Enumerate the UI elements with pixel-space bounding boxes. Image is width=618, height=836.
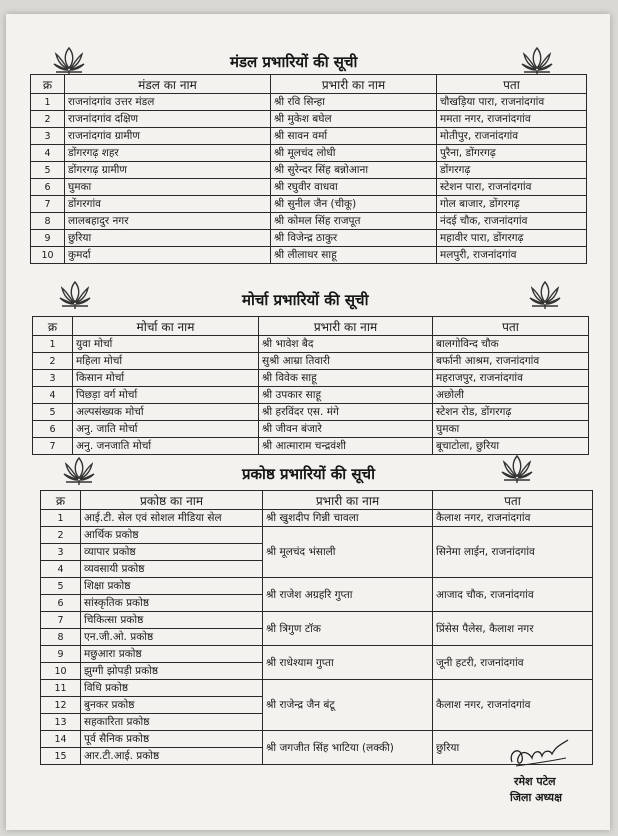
name-cell: एन.जी.ओ. प्रकोष्ठ [81,629,263,646]
incharge-cell: श्री विजेन्द्र ठाकुर [271,230,437,247]
name-cell: बुनकर प्रकोष्ठ [81,697,263,714]
table-row [33,370,589,387]
serial-cell: 1 [31,94,65,111]
serial-cell: 5 [41,578,81,595]
serial-cell: 9 [31,230,65,247]
address-cell: नंदई चौक, राजनांदगांव [437,213,587,230]
name-cell: महिला मोर्चा [73,353,259,370]
address-cell: बालगोविन्द चौक [433,336,589,353]
table-row [31,196,587,213]
serial-cell: 14 [41,731,81,748]
name-cell: डोंगरगढ़ ग्रामीण [65,162,271,179]
column-header-address: पता [433,491,593,510]
serial-cell: 2 [31,111,65,128]
serial-cell: 4 [33,387,73,404]
serial-cell: 5 [33,404,73,421]
column-header-incharge: प्रभारी का नाम [263,491,433,510]
address-cell: स्टेशन रोड, डोंगरगढ़ [433,404,589,421]
serial-cell: 3 [31,128,65,145]
column-header-address: पता [437,75,587,94]
address-cell: अछोली [433,387,589,404]
name-cell: चिकित्सा प्रकोष्ठ [81,612,263,629]
address-cell: सिनेमा लाईन, राजनांदगांव [433,527,593,578]
serial-cell: 2 [41,527,81,544]
serial-cell: 13 [41,714,81,731]
incharge-cell: श्री हरविंदर एस. मंगे [259,404,433,421]
name-cell: सहकारिता प्रकोष्ठ [81,714,263,731]
address-cell: मलपुरी, राजनांदगांव [437,247,587,264]
name-cell: युवा मोर्चा [73,336,259,353]
mandal-title: मंडल प्रभारियों की सूची [230,53,358,71]
table-row [41,527,593,544]
serial-cell: 6 [33,421,73,438]
serial-cell: 5 [31,162,65,179]
table-row [33,438,589,455]
address-cell: आजाद चौक, राजनांदगांव [433,578,593,612]
name-cell: आर्थिक प्रकोष्ठ [81,527,263,544]
column-header-incharge: प्रभारी का नाम [271,75,437,94]
name-cell: लालबहादुर नगर [65,213,271,230]
incharge-cell: श्री सावन वर्मा [271,128,437,145]
lotus-logo-icon [500,454,534,484]
address-cell: पुरैना, डोंगरगढ़ [437,145,587,162]
serial-cell: 12 [41,697,81,714]
address-cell: कैलाश नगर, राजनांदगांव [433,510,593,527]
name-cell: मछुआरा प्रकोष्ठ [81,646,263,663]
morcha-title: मोर्चा प्रभारियों की सूची [242,291,369,309]
document-page [6,14,610,830]
table-row [31,111,587,128]
name-cell: राजनांदगांव दक्षिण [65,111,271,128]
name-cell: राजनांदगांव उत्तर मंडल [65,94,271,111]
column-header-name: मंडल का नाम [65,75,271,94]
serial-cell: 1 [41,510,81,527]
table-row [33,353,589,370]
address-cell: छुरिया [433,731,593,765]
column-header-address: पता [433,317,589,336]
serial-cell: 3 [41,544,81,561]
name-cell: शिक्षा प्रकोष्ठ [81,578,263,595]
incharge-cell: श्री सुनील जैन (चीकू) [271,196,437,213]
name-cell: आई.टी. सेल एवं सोशल मीडिया सेल [81,510,263,527]
name-cell: अल्पसंख्यक मोर्चा [73,404,259,421]
serial-cell: 9 [41,646,81,663]
address-cell: डोंगरगढ़ [437,162,587,179]
name-cell: विधि प्रकोष्ठ [81,680,263,697]
address-cell: महराजपुर, राजनांदगांव [433,370,589,387]
name-cell: राजनांदगांव ग्रामीण [65,128,271,145]
table-row [33,387,589,404]
incharge-cell: श्री त्रिगुण टॉक [263,612,433,646]
lotus-logo-icon [62,456,96,486]
signatory-name: रमेश पटेल [514,775,556,788]
name-cell: घुमका [65,179,271,196]
incharge-cell: श्री विवेक साहू [259,370,433,387]
table-row [31,94,587,111]
signature-mark [506,736,576,770]
incharge-cell: श्री आत्माराम चन्द्रवंशी [259,438,433,455]
address-cell: ममता नगर, राजनांदगांव [437,111,587,128]
name-cell: पिछड़ा वर्ग मोर्चा [73,387,259,404]
table-row [31,179,587,196]
name-cell: सांस्कृतिक प्रकोष्ठ [81,595,263,612]
column-header-serial: क्र [31,75,65,94]
incharge-cell: श्री मूलचंद लोधी [271,145,437,162]
name-cell: पूर्व सैनिक प्रकोष्ठ [81,731,263,748]
serial-cell: 10 [41,663,81,680]
name-cell: किसान मोर्चा [73,370,259,387]
incharge-cell: सुश्री आम्रा तिवारी [259,353,433,370]
incharge-cell: श्री रघुवीर वाधवा [271,179,437,196]
lotus-logo-icon [528,280,562,310]
table-row [33,421,589,438]
address-cell: बूचाटोला, छुरिया [433,438,589,455]
name-cell: छुरिया [65,230,271,247]
address-cell: घुमका [433,421,589,438]
serial-cell: 6 [31,179,65,196]
table-row [31,230,587,247]
serial-cell: 7 [41,612,81,629]
serial-cell: 3 [33,370,73,387]
lotus-logo-icon [52,46,86,76]
serial-cell: 7 [31,196,65,213]
prakoshth-title: प्रकोष्ठ प्रभारियों की सूची [242,465,375,483]
incharge-cell: श्री राजेन्द्र जैन बंटू [263,680,433,731]
table-row [31,128,587,145]
column-header-serial: क्र [41,491,81,510]
table-row [31,145,587,162]
prakoshth-table [40,490,593,765]
table-row [41,612,593,629]
serial-cell: 1 [33,336,73,353]
morcha-table [32,316,589,455]
incharge-cell: श्री उपकार साहू [259,387,433,404]
name-cell: झुग्गी झोपड़ी प्रकोष्ठ [81,663,263,680]
address-cell: महावीर पारा, डोंगरगढ़ [437,230,587,247]
serial-cell: 8 [41,629,81,646]
name-cell: व्यवसायी प्रकोष्ठ [81,561,263,578]
incharge-cell: श्री राधेश्याम गुप्ता [263,646,433,680]
serial-cell: 10 [31,247,65,264]
name-cell: व्यापार प्रकोष्ठ [81,544,263,561]
address-cell: प्रिंसेस पैलेस, कैलाश नगर [433,612,593,646]
signatory-title: जिला अध्यक्ष [510,791,562,804]
name-cell: अनु. जनजाति मोर्चा [73,438,259,455]
serial-cell: 7 [33,438,73,455]
table-row [31,162,587,179]
incharge-cell: श्री लीलाधर साहू [271,247,437,264]
serial-cell: 6 [41,595,81,612]
address-cell: बर्फानी आश्रम, राजनांदगांव [433,353,589,370]
table-row [33,336,589,353]
table-row [41,510,593,527]
incharge-cell: श्री जीवन बंजारे [259,421,433,438]
table-row [31,213,587,230]
address-cell: गोल बाजार, डोंगरगढ़ [437,196,587,213]
address-cell: मोतीपुर, राजनांदगांव [437,128,587,145]
incharge-cell: श्री राजेश अग्रहरि गुप्ता [263,578,433,612]
name-cell: डोंगरगढ़ शहर [65,145,271,162]
serial-cell: 2 [33,353,73,370]
column-header-incharge: प्रभारी का नाम [259,317,433,336]
incharge-cell: श्री भावेश बैद [259,336,433,353]
table-row [33,404,589,421]
column-header-name: मोर्चा का नाम [73,317,259,336]
serial-cell: 11 [41,680,81,697]
column-header-name: प्रकोष्ठ का नाम [81,491,263,510]
incharge-cell: श्री मूलचंद भंसाली [263,527,433,578]
table-row [41,578,593,595]
table-row [41,680,593,697]
incharge-cell: श्री जगजीत सिंह भाटिया (लक्की) [263,731,433,765]
serial-cell: 4 [31,145,65,162]
table-row [41,646,593,663]
address-cell: कैलाश नगर, राजनांदगांव [433,680,593,731]
incharge-cell: श्री मुकेश बघेल [271,111,437,128]
address-cell: जूनी हटरी, राजनांदगांव [433,646,593,680]
column-header-serial: क्र [33,317,73,336]
address-cell: चौखड़िया पारा, राजनांदगांव [437,94,587,111]
name-cell: कुमर्दा [65,247,271,264]
serial-cell: 8 [31,213,65,230]
mandal-table [30,74,587,264]
incharge-cell: श्री रवि सिन्हा [271,94,437,111]
incharge-cell: श्री कोमल सिंह राजपूत [271,213,437,230]
name-cell: अनु. जाति मोर्चा [73,421,259,438]
name-cell: आर.टी.आई. प्रकोष्ठ [81,748,263,765]
incharge-cell: श्री खुशदीप गिन्नी चावला [263,510,433,527]
serial-cell: 15 [41,748,81,765]
name-cell: डोंगरगांव [65,196,271,213]
lotus-logo-icon [58,280,92,310]
lotus-logo-icon [520,46,554,76]
serial-cell: 4 [41,561,81,578]
incharge-cell: श्री सुरेन्दर सिंह बन्नोआना [271,162,437,179]
address-cell: स्टेशन पारा, राजनांदगांव [437,179,587,196]
table-row [31,247,587,264]
